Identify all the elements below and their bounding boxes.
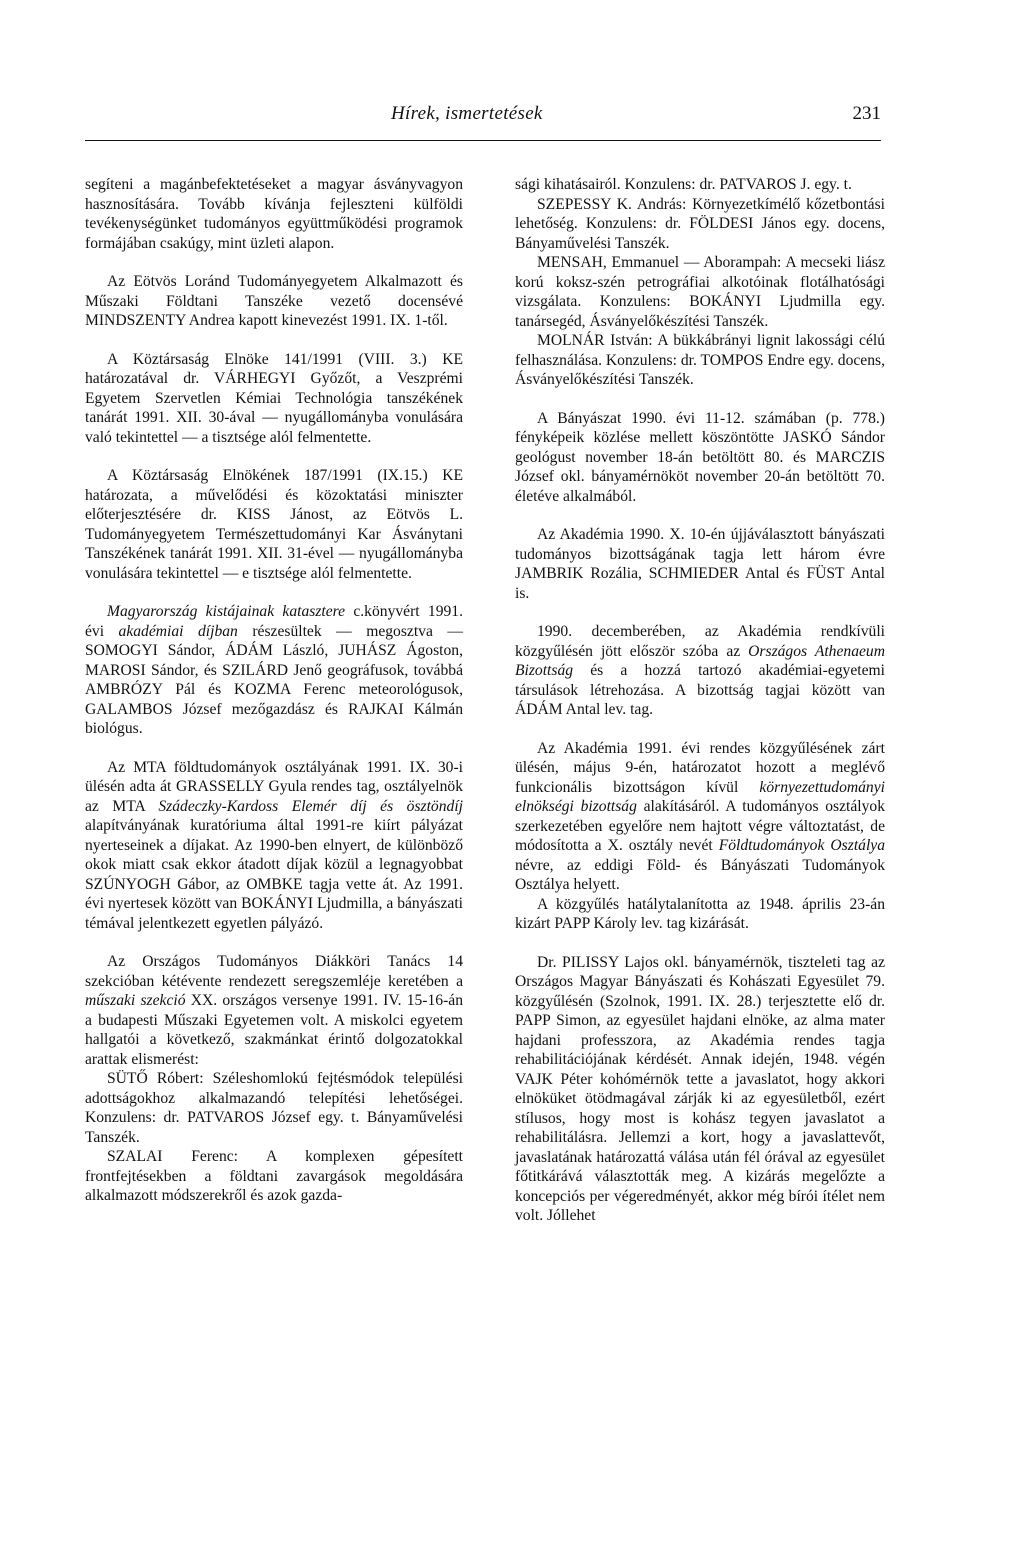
- paragraph: Az Eötvös Loránd Tudományegyetem Alkalmazott és Műszaki Földtani Tanszéke vezető docensévé MINDSZENTY Andrea kapott kinevezést 1991. IX. 1-től.: [85, 273, 463, 329]
- left-column: [85, 175, 463, 1206]
- paragraph: [515, 739, 885, 895]
- committee-name: környezettudományi elnökségi bizottság: [515, 778, 885, 815]
- paragraph: [85, 758, 463, 934]
- paragraph: segíteni a magánbefektetéseket a magyar ásványvagyon hasznosítására. Tovább kívánja fejleszteni külföldi tevékenységünket tudományos együttműködési programok formájában csakúgy, mint üzleti alapon.: [85, 176, 463, 252]
- page-number: 231: [852, 103, 881, 124]
- paragraph: [85, 952, 463, 1069]
- paragraph: [85, 602, 463, 739]
- text-run: c.könyvért 1991. évi: [85, 603, 463, 640]
- paragraph: Az Akadémia 1990. X. 10-én újjáválasztott bányászati tudományos bizottságának tagja lett három évre JAMBRIK Rozália, SCHMIEDER Antal és FÜST Antal is.: [515, 526, 885, 602]
- section-name: műszaki szekció: [85, 992, 186, 1009]
- book-title: Magyarország kistájainak katasztere: [107, 603, 346, 620]
- text-run: 1990. decemberében, az Akadémia rendkívüli közgyűlésén jött először szóba az: [515, 623, 885, 660]
- text-run: alapítványának kuratóriuma által 1991-re kiírt pályázat nyerteseinek a díjakat. Az 1990-ben elnyert, de különböző okok miatt csak ekkor átadott díjak közül a legnagyobbat SZÚNYOGH Gábor, az OMBKE tagja vette át. Az 1991. évi nyertesek között van BOKÁNYI Ljudmilla, a bányászati témával jelentkezett egyetlen pályázó.: [85, 817, 463, 932]
- paragraph: SZALAI Ferenc: A komplexen gépesített frontfejtésekben a földtani zavargások megoldására alkalmazott módszerekről és azok gazda-: [85, 1148, 463, 1204]
- paragraph: Dr. PILISSY Lajos okl. bányamérnök, tiszteleti tag az Országos Magyar Bányászati és Kohászati Egyesület 79. közgyűlésén (Szolnok, 1991. IX. 28.) terjesztette elő dr. PAPP Simon, az egyesület hajdani elnöke, az alma mater hajdani professzora, az Akadémia rendes tagja rehabilitációjának kérdését. Annak idején, 1948. végén VAJK Péter kohómérnök tette a javaslatot, hogy akkori elnöküket ötödmagával zárják ki az egyesületből, ezért stílusos, hogy most is kohász tegyen javaslatot a rehabilitálásra. Jellemzi a kort, hogy a javaslattevőt, javaslatának határozattá válása után fél órával az egyesület főtitkárává választották meg. A kizárás megelőzte a koncepciós per végeredményét, akkor még bírói ítélet nem volt. Jóllehet: [515, 953, 885, 1224]
- text-run: Az MTA földtudományok osztályának 1991. IX. 30-i ülésén adta át GRASSELLY Gyula rendes tag, osztályelnök az MTA: [85, 758, 463, 815]
- text-run: Az Országos Tudományos Diákköri Tanács 14 szekcióban kétévente rendezett seregszemléje keretében a: [85, 953, 463, 990]
- paragraph: A közgyűlés hatálytalanította az 1948. április 23-án kizárt PAPP Károly lev. tag kizárását.: [515, 895, 885, 932]
- paragraph: A Köztársaság Elnöke 141/1991 (VIII. 3.) KE határozatával dr. VÁRHEGYI Győzőt, a Veszprémi Egyetem Szervetlen Kémiai Technológia tanszékének tanárát 1991. XII. 30-ával — nyugállományba vonulására való tekintettel — a tisztsége alól felmentette.: [85, 350, 463, 446]
- text-run: és a hozzá tartozó akadémiai-egyetemi társulások létrehozása. A bizottság tagjai között van ÁDÁM Antal lev. tag.: [515, 662, 885, 718]
- text-run: XX. országos versenye 1991. IV. 15-16-án a budapesti Műszaki Egyetemen volt. A miskolci egyetem hallgatói a következő, szakmánkat érintő dolgozatokkal arattak elismerést:: [85, 992, 463, 1068]
- text-run: alakításáról. A tudományos osztályok szerkezetében egyelőre nem hajtott végre változtatást, de módosította a X. osztály nevét: [515, 798, 885, 854]
- award-name: akadémiai díjban: [118, 622, 238, 640]
- division-name: Földtudományok Osztálya: [718, 837, 885, 854]
- text-run: részesültek — megosztva — SOMOGYI Sándor, ÁDÁM László, JUHÁSZ Ágoston, MAROSI Sándor, és SZILÁRD Jenő geográfusok, továbbá AMBRÓZY Pál és KOZMA Ferenc meteorológusok, GALAMBOS József mezőgazdász és RAJKAI Kálmán biológus.: [85, 622, 463, 737]
- paragraph: [515, 622, 885, 720]
- paragraph: A Köztársaság Elnökének 187/1991 (IX.15.) KE határozata, a művelődési és közoktatási miniszter előterjesztésére dr. KISS Jánost, az Eötvös L. Tudományegyetem Természettudományi Kar Ásványtani Tanszékének tanárát 1991. XII. 31-ével — nyugállományba vonulására tekintettel — e tisztsége alól felmentette.: [85, 467, 463, 582]
- paragraph: SZEPESSY K. András: Környezetkímélő kőzetbontási lehetőség. Konzulens: dr. FÖLDESI János egy. docens, Bányaművelési Tanszék.: [515, 195, 885, 252]
- paragraph: SÜTŐ Róbert: Széleshomlokú fejtésmódok települési adottságokhoz alkalmazandó telepítési lehetőségei. Konzulens: dr. PATVAROS József egy. t. Bányaművelési Tanszék.: [85, 1070, 463, 1146]
- text-run: Az Akadémia 1991. évi rendes közgyűlésének zárt ülésén, május 9-én, határozatot hozott a meglévő funkcionális bizottságon kívül: [515, 739, 885, 796]
- award-name: Szádeczky-Kardoss Elemér díj és ösztöndíj: [158, 797, 463, 815]
- right-column: [515, 175, 885, 1245]
- running-header: [85, 103, 885, 143]
- running-title: Hírek, ismertetések: [391, 103, 543, 124]
- paragraph: sági kihatásairól. Konzulens: dr. PATVAROS J. egy. t.: [515, 176, 852, 193]
- header-rule: [85, 140, 881, 141]
- committee-name: Országos Athenaeum Bizottság: [515, 642, 885, 679]
- text-run: névre, az eddigi Föld- és Bányászati Tudományok Osztálya helyett.: [515, 856, 885, 893]
- paragraph: MOLNÁR István: A bükkábrányi lignit lakossági célú felhasználása. Konzulens: dr. TOMPOS Endre egy. docens, Ásványelőkészítési Tanszék.: [515, 332, 885, 388]
- paragraph: MENSAH, Emmanuel — Aborampah: A mecseki liász korú koksz-szén petrográfiai alkotóinak flotálhatósági vizsgálata. Konzulens: BOKÁNYI Ljudmilla egy. tanársegéd, Ásványelőkészítési Tanszék.: [515, 254, 885, 330]
- paragraph: A Bányászat 1990. évi 11-12. számában (p. 778.) fényképeik közlése mellett köszöntötte JASKÓ Sándor geológust november 18-án betöltött 80. és MARCZIS József okl. bányamérnököt november 20-án betöltött 70. életéve alkalmából.: [515, 409, 885, 505]
